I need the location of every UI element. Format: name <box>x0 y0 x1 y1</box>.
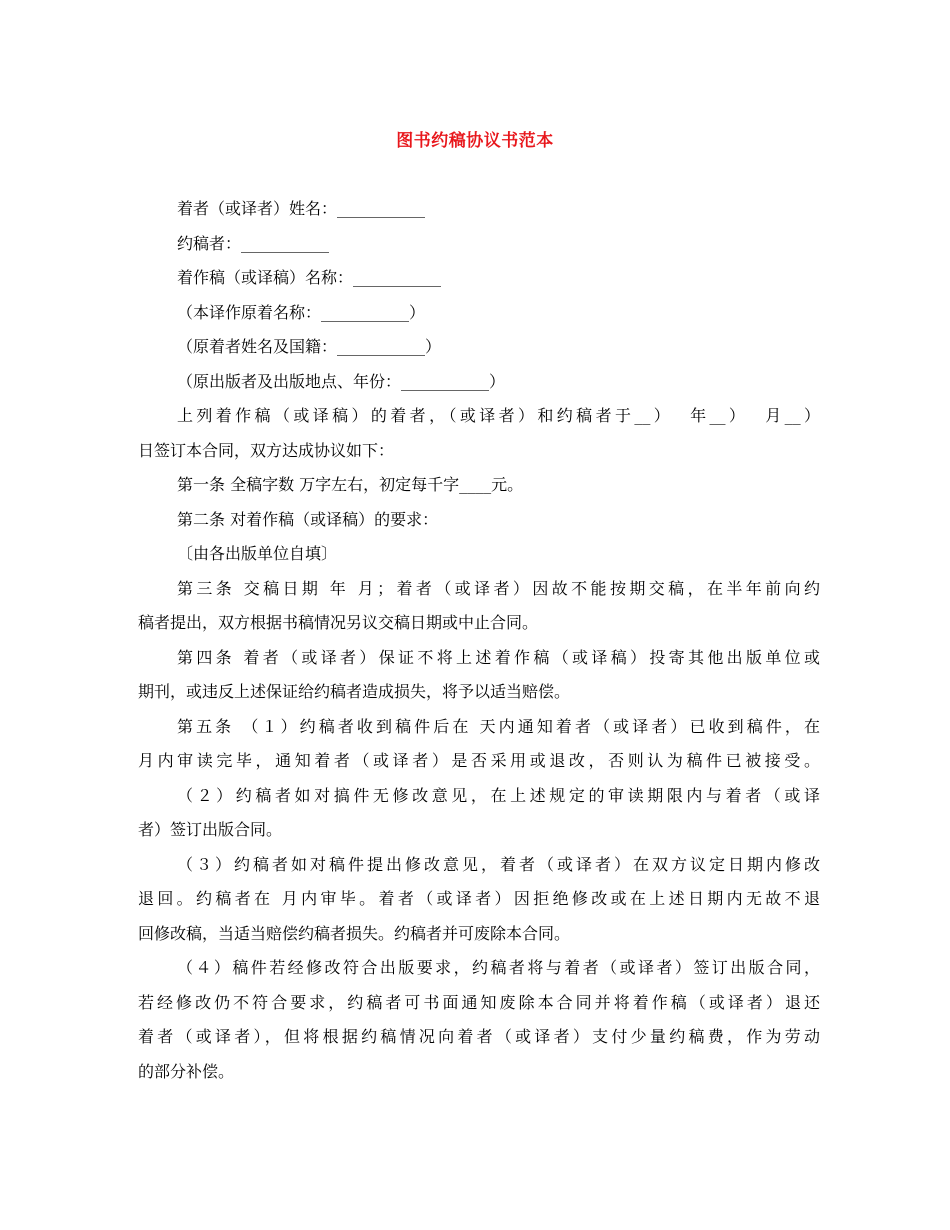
article-3-line-2: 稿者提出，双方根据书稿情况另议交稿日期或中止合同。 <box>138 613 539 632</box>
article-5-2-line-1: （２）约稿者如对搞件无修改意见，在上述规定的审读期限内与着者（或译 <box>177 785 820 805</box>
article-5-3-line-1: （３）约稿者如对稿件提出修改意见，着者（或译者）在双方议定日期内修改 <box>177 854 820 874</box>
article-4-line-2: 期刊，或违反上述保证给约稿者造成损失，将予以适当赔偿。 <box>138 682 571 701</box>
article-5-4-line-3: 着者（或译者），但将根据约稿情况向着者（或译者）支付少量约稿费，作为劳动 <box>138 1027 820 1046</box>
article-5-2-line-2: 者）签订出版合同。 <box>138 820 283 839</box>
article-5-4-line-1: （４）稿件若经修改符合出版要求，约稿者将与着者（或译者）签订出版合同， <box>177 958 820 977</box>
article-4-line-1: 第四条 着者（或译者）保证不将上述着作稿（或译稿）投寄其他出版单位或 <box>177 647 820 667</box>
article-1: 第一条 全稿字数 万字左右，初定每千字____元。 <box>177 475 524 494</box>
paragraph-intro-line-1: 上列着作稿（或译稿）的着者，（或译者）和约稿者于__） 年__） 月__） <box>177 406 820 425</box>
article-5-line-1: 第五条 （１）约稿者收到稿件后在 天内通知着者（或译者）已收到稿件，在 <box>177 716 820 736</box>
article-5-3-line-2: 退回。约稿者在 月内审毕。着者（或译者）因拒绝修改或在上述日期内无故不退 <box>138 889 820 908</box>
field-original-publisher: （原出版者及出版地点、年份：___________） <box>177 371 506 391</box>
article-5-4-line-2: 若经修改仍不符合要求，约稿者可书面通知废除本合同并将着作稿（或译者）退还 <box>138 992 820 1012</box>
article-5-line-2: 月内审读完毕，通知着者（或译者）是否采用或退改，否则认为稿件已被接受。 <box>138 751 820 770</box>
document-title: 图书约稿协议书范本 <box>396 131 554 151</box>
article-3-line-1: 第三条 交稿日期 年 月；着者（或译者）因故不能按期交稿，在半年前向约 <box>177 578 820 598</box>
article-2-note: 〔由各出版单位自填〕 <box>177 544 338 563</box>
paragraph-intro-line-2: 日签订本合同，双方达成协议如下： <box>138 440 395 460</box>
field-original-author: （原着者姓名及国籍：___________） <box>177 337 442 356</box>
document-body <box>138 192 820 1089</box>
article-5-4-line-4: 的部分补偿。 <box>138 1061 235 1081</box>
field-author-name: 着者（或译者）姓名：___________ <box>177 199 426 218</box>
field-work-title: 着作稿（或译稿）名称：___________ <box>177 268 442 287</box>
field-commissioner: 约稿者：___________ <box>177 233 330 253</box>
article-5-3-line-3: 回修改稿，当适当赔偿约稿者损失。约稿者并可废除本合同。 <box>138 923 571 943</box>
article-2: 第二条 对着作稿（或译稿）的要求： <box>177 509 439 529</box>
field-original-title: （本译作原着名称：___________） <box>177 302 426 322</box>
